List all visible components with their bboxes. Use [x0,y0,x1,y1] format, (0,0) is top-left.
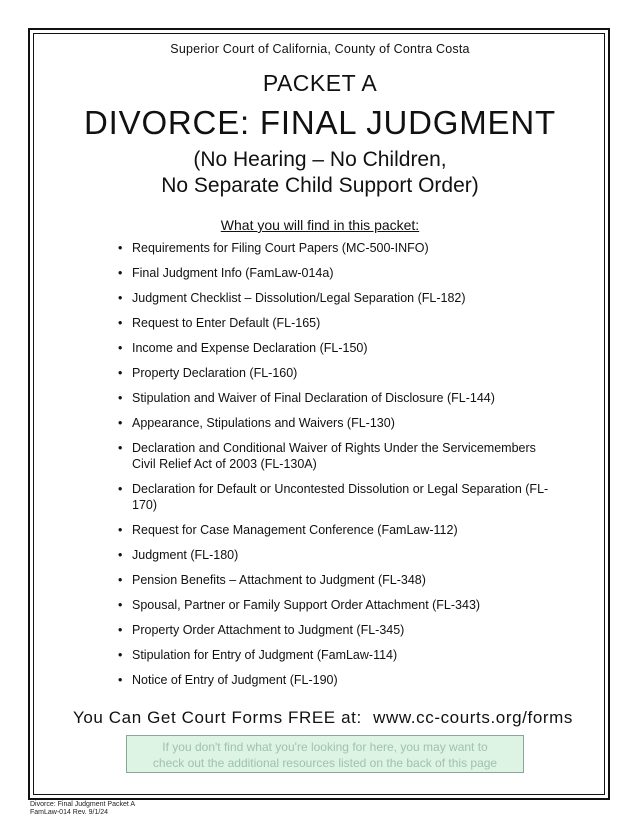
page-title: DIVORCE: FINAL JUDGMENT [84,104,556,141]
footer [30,801,135,817]
list-item: • Declaration and Conditional Waiver of Rights Under the Servicemembers Civil Relief Act of 2003 (FL-130A) [118,440,558,472]
subtitle [0,147,640,199]
free-forms-line [0,708,640,728]
free-forms-text: You Can Get Court Forms FREE at: [72,708,362,727]
resources-note [126,735,524,773]
list-item: • Stipulation for Entry of Judgment (FamLaw-114) [118,647,558,663]
list-item: • Property Order Attachment to Judgment (FL-345) [118,622,558,638]
resources-note-line-2: check out the additional resources listed on the back of this page [152,756,498,770]
list-item: • Final Judgment Info (FamLaw-014a) [118,265,558,281]
footer-revision: FamLaw-014 Rev. 9/1/24 [30,809,109,816]
list-item: • Notice of Entry of Judgment (FL-190) [118,672,558,688]
packet-label: PACKET A [262,70,378,96]
contents-heading: What you will find in this packet: [220,217,420,233]
list-item: • Judgment (FL-180) [118,547,558,563]
subtitle-line-1: (No Hearing – No Children, [193,148,447,171]
subtitle-line-2: No Separate Child Support Order) [161,174,479,197]
list-item: • Appearance, Stipulations and Waivers (FL-130) [118,415,558,431]
list-item: • Declaration for Default or Uncontested Dissolution or Legal Separation (FL-170) [118,481,558,513]
list-item: • Stipulation and Waiver of Final Declaration of Disclosure (FL-144) [118,390,558,406]
free-forms-url-link[interactable]: www.cc-courts.org/forms [373,708,573,727]
contents-list [118,240,558,697]
list-item: • Income and Expense Declaration (FL-150) [118,340,558,356]
resources-note-line-1: If you don't find what you're looking for here, you may want to [162,740,488,754]
court-name: Superior Court of California, County of Contra Costa [170,42,470,56]
list-item: • Request to Enter Default (FL-165) [118,315,558,331]
list-item: • Requirements for Filing Court Papers (MC-500-INFO) [118,240,558,256]
footer-title: Divorce: Final Judgment Packet A [30,801,136,808]
list-item: • Property Declaration (FL-160) [118,365,558,381]
list-item: • Judgment Checklist – Dissolution/Legal Separation (FL-182) [118,290,558,306]
list-item: • Pension Benefits – Attachment to Judgment (FL-348) [118,572,558,588]
list-item: • Request for Case Management Conference (FamLaw-112) [118,522,558,538]
list-item: • Spousal, Partner or Family Support Order Attachment (FL-343) [118,597,558,613]
